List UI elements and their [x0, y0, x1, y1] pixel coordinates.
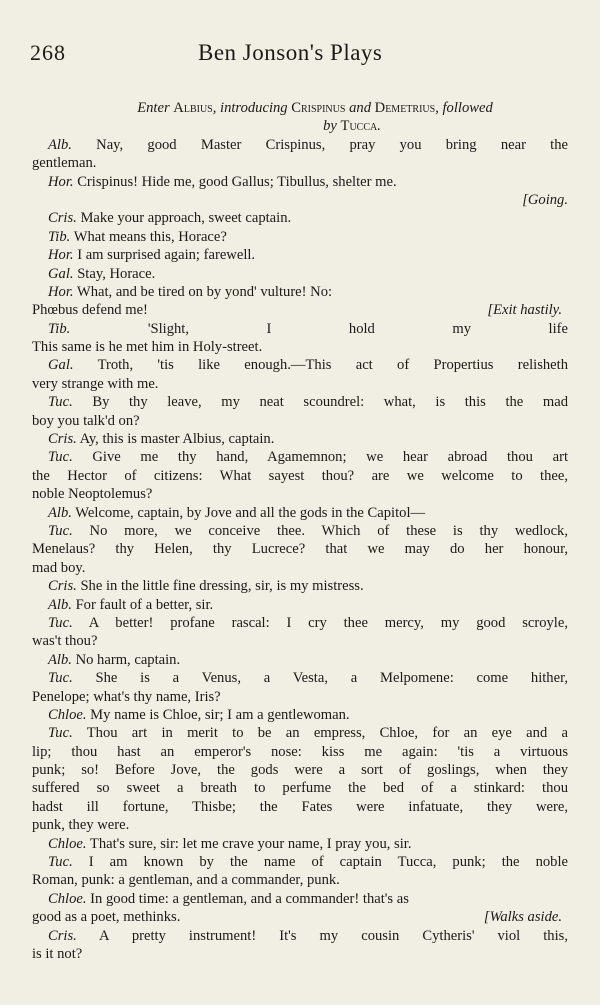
speech-text: Stay, Horace. [73, 265, 156, 282]
stage-direction: [Walks aside. [483, 909, 562, 926]
text-line [32, 320, 568, 338]
speech-text: My name is Chloe, sir; I am a gentlewoman. [86, 706, 350, 723]
speech-text: Crispinus! Hide me, good Gallus; Tibullus, shelter me. [73, 173, 397, 190]
character-name-demetrius: Demetrius [374, 100, 436, 116]
text-line [32, 393, 568, 411]
speaker-name: Tuc. [48, 522, 73, 539]
text-line [32, 540, 568, 558]
text-line [32, 301, 568, 319]
text-line [32, 209, 568, 227]
text-line [32, 283, 568, 301]
speech-text: noble Neoptolemus? [32, 486, 153, 503]
speaker-name: Gal. [48, 357, 74, 374]
speech-text: That's sure, sir: let me crave your name, I pray you, sir. [86, 835, 412, 852]
speech-text: was't thou? [32, 633, 98, 650]
speech-text: suffered so sweet a breath to perfume the bed of a stinkard: thou [32, 780, 568, 797]
text-line [32, 669, 568, 687]
play-text [32, 99, 568, 963]
speech-text: She in the little fine dressing, sir, is my mistress. [76, 578, 364, 595]
speaker-name: Tuc. [48, 394, 73, 411]
text-line [32, 927, 568, 945]
speech-text: mad boy. [32, 559, 86, 576]
text-line [32, 596, 568, 614]
speech-text: A better! profane rascal: I cry thee mercy, my good scroyle, [72, 614, 568, 631]
speech-text: Make your approach, sweet captain. [76, 210, 292, 227]
speech-text: Welcome, captain, by Jove and all the gods in the Capitol— [71, 504, 426, 521]
speech-text: Menelaus? thy Helen, thy Lucrece? that we may do her honour, [32, 541, 568, 558]
text-line [32, 228, 568, 246]
speaker-name: Alb. [48, 504, 72, 521]
text-line [32, 136, 568, 154]
speech-text: lip; thou hast an emperor's nose: kiss me again: 'tis a virtuous [32, 743, 568, 760]
page-number: 268 [30, 40, 66, 65]
entrance-direction: Enter Albius, introducing Crispinus and Demetrius, followed [137, 100, 493, 116]
text-line [32, 559, 568, 577]
speech-text: Phœbus defend me! [32, 302, 148, 319]
speaker-name: Tuc. [48, 449, 73, 466]
speaker-name: Tib. [48, 228, 71, 245]
text-line [32, 191, 568, 209]
speech-text: very strange with me. [32, 375, 159, 392]
speech-text: This same is he met him in Holy-street. [32, 339, 263, 356]
text-line [32, 908, 568, 926]
stage-direction: [Exit hastily. [487, 302, 562, 319]
text-line [32, 173, 568, 191]
character-name-crispinus: Crispinus [291, 100, 346, 116]
text-line [32, 246, 568, 264]
text-line [32, 522, 568, 540]
text-line [32, 485, 568, 503]
speech-text: For fault of a better, sir. [71, 596, 214, 613]
stage-direction: [Going. [522, 191, 568, 208]
speech-text: No harm, captain. [71, 651, 181, 668]
speaker-name: Alb. [48, 136, 72, 153]
text-line [32, 412, 568, 430]
speech-text: I am surprised again; farewell. [73, 247, 256, 264]
speaker-name: Cris. [48, 210, 77, 227]
speech-text: Give me thy hand, Agamemnon; we hear abroad thou art [72, 449, 568, 466]
speaker-name: Chloe. [48, 890, 87, 907]
text-line [32, 945, 568, 963]
speech-text: Penelope; what's thy name, Iris? [32, 688, 221, 705]
speaker-name: Tib. [48, 320, 71, 337]
text-line [32, 724, 568, 742]
speech-text: Nay, good Master Crispinus, pray you bring near the [71, 136, 568, 153]
speech-text: No more, we conceive thee. Which of these is thy wedlock, [72, 522, 568, 539]
text-line [32, 467, 568, 485]
speaker-name: Chloe. [48, 706, 87, 723]
text-line [32, 853, 568, 871]
speech-text: What, and be tired on by yond' vulture! No: [73, 283, 333, 300]
speech-text: What means this, Horace? [70, 228, 227, 245]
character-name-albius: Albius [173, 100, 213, 116]
speaker-name: Tuc. [48, 670, 73, 687]
text-line [32, 632, 568, 650]
speech-text: punk; so! Before Jove, the gods were a sort of goslings, when they [32, 762, 568, 779]
character-name-tucca: Tucca [340, 118, 378, 135]
text-line [32, 743, 568, 761]
text-line [32, 688, 568, 706]
speaker-name: Cris. [48, 431, 77, 448]
speech-text: I am known by the name of captain Tucca, punk; the noble [72, 854, 568, 871]
text-line [32, 706, 568, 724]
text-line [32, 779, 568, 797]
speaker-name: Hor. [48, 283, 74, 300]
speech-text: A pretty instrument! It's my cousin Cytheris' viol this, [76, 927, 568, 944]
speaker-name: Alb. [48, 596, 72, 613]
text-line [32, 798, 568, 816]
text-line [32, 154, 568, 172]
speech-text: punk, they were. [32, 817, 130, 834]
speech-text: Thou art in merit to be an empress, Chloe, for an eye and a [72, 725, 568, 742]
speech-text: She is a Venus, a Vesta, a Melpomene: come hither, [72, 670, 568, 687]
speech-text: 'Slight, I hold my life [70, 320, 568, 337]
speech-text: hadst ill fortune, Thisbe; the Fates were infatuate, they were, [32, 798, 568, 815]
speaker-name: Tuc. [48, 725, 73, 742]
text-line [32, 614, 568, 632]
speaker-name: Hor. [48, 173, 74, 190]
text-line [32, 577, 568, 595]
speaker-name: Cris. [48, 578, 77, 595]
text-line [32, 430, 568, 448]
text-line [32, 835, 568, 853]
speech-text: gentleman. [32, 155, 97, 172]
text-line [32, 816, 568, 834]
text-line [32, 651, 568, 669]
text-line [32, 375, 568, 393]
speaker-name: Tuc. [48, 614, 73, 631]
speaker-name: Cris. [48, 927, 77, 944]
speech-text: Troth, 'tis like enough.—This act of Propertius relisheth [73, 357, 568, 374]
text-line [32, 356, 568, 374]
speaker-name: Hor. [48, 247, 74, 264]
speech-text: Ay, this is master Albius, captain. [76, 431, 275, 448]
text-line [32, 265, 568, 283]
speaker-name: Gal. [48, 265, 74, 282]
text-line [32, 448, 568, 466]
text-line [32, 504, 568, 522]
speaker-name: Chloe. [48, 835, 87, 852]
speaker-name: Alb. [48, 651, 72, 668]
speech-text: boy you talk'd on? [32, 412, 140, 429]
speaker-name: Tuc. [48, 854, 73, 871]
dialogue [32, 136, 568, 964]
speech-text: By thy leave, my neat scoundrel: what, is this the mad [72, 394, 568, 411]
text-line [32, 761, 568, 779]
running-title: Ben Jonson's Plays [198, 40, 383, 65]
text-line [32, 338, 568, 356]
speech-text: the Hector of citizens: What sayest thou? are we welcome to thee, [32, 467, 568, 484]
entrance-direction-cont: by Tucca. [323, 118, 381, 135]
speech-text: Roman, punk: a gentleman, and a commander, punk. [32, 872, 340, 889]
text-line [32, 890, 568, 908]
speech-text: is it not? [32, 945, 83, 962]
speech-text: In good time: a gentleman, and a commander! that's as [86, 890, 409, 907]
text-line [32, 871, 568, 889]
speech-text: good as a poet, methinks. [32, 909, 181, 926]
running-head [30, 40, 575, 70]
